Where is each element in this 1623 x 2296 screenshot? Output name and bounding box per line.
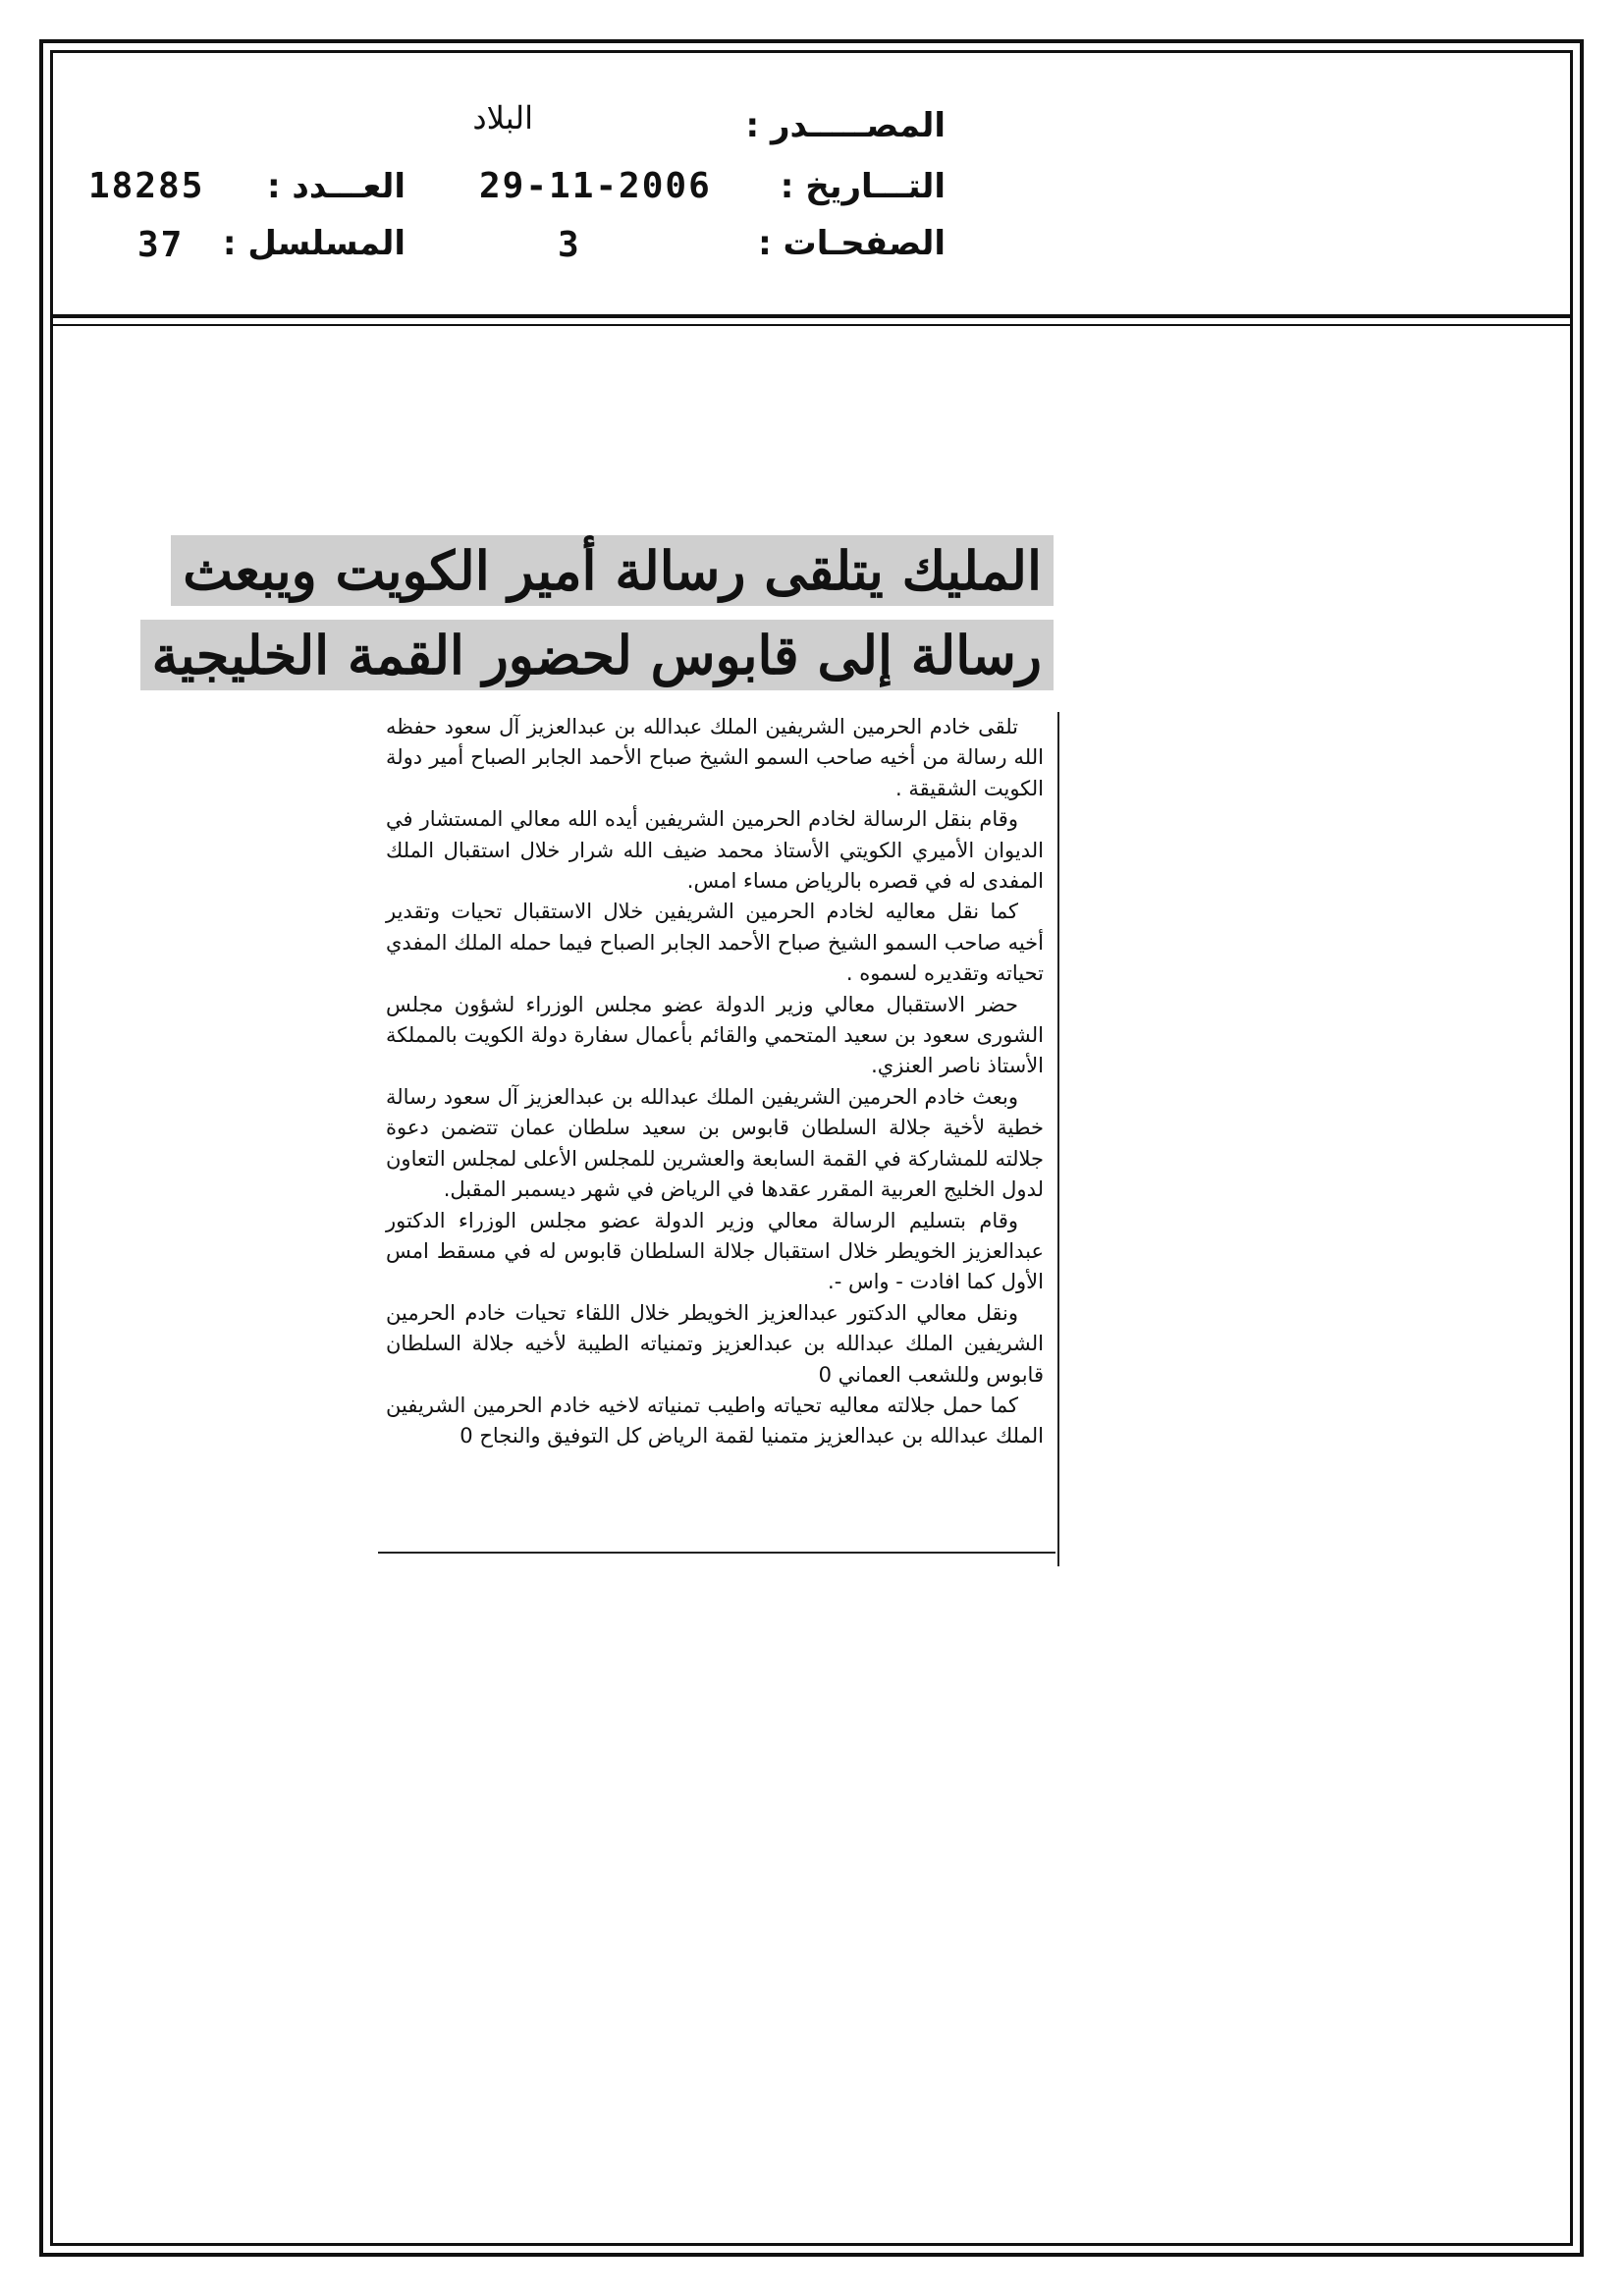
issue-value: 18285 — [88, 166, 205, 206]
pages-label: الصفحـات : — [758, 224, 946, 263]
article-paragraph: ونقل معالي الدكتور عبدالعزيز الخويطر خلال اللقاء تحيات خادم الحرمين الشريفين الملك عبدالله بن عبدالعزيز وتمنياته الطيبة لأخيه جلالة السلطان قابوس وللشعب العماني 0 — [386, 1300, 1044, 1387]
headline-line-2: رسالة إلى قابوس لحضور القمة الخليجية — [140, 620, 1054, 690]
serial-label: المسلسل : — [222, 224, 406, 263]
date-label: التـــاريخ : — [780, 167, 946, 206]
source-label: المصـــــدر : — [745, 106, 946, 145]
source-value: البلاد — [472, 99, 533, 137]
article-paragraph: وبعث خادم الحرمين الشريفين الملك عبدالله بن عبدالعزيز آل سعود رسالة خطية لأخية جلالة السلطان قابوس بن سعيد سلطان عمان تتضمن دعوة جلالته للمشاركة في القمة السابعة والعشرين للمجلس الأعلى لمجلس التعاون لدول الخليج العربية المقرر عقدها في الرياض في شهر ديسمبر المقبل. — [386, 1084, 1044, 1202]
article-paragraph: كما نقل معاليه لخادم الحرمين الشريفين خلال الاستقبال تحيات وتقدير أخيه صاحب السمو الشيخ صباح الأحمد الجابر الصباح فيما حمله الملك المفدي تحياته وتقديره لسموه . — [386, 900, 1044, 986]
newspaper-clipping — [151, 525, 1065, 1557]
issue-label: العـــدد : — [267, 167, 406, 206]
header-separator-thick — [50, 314, 1573, 318]
article-paragraph: حضر الاستقبال معالي وزير الدولة عضو مجلس الوزراء لشؤون مجلس الشورى سعود بن سعيد المتحمي والقائم بأعمال سفارة دولة الكويت بالمملكة الأستاذ ناصر العنزي. — [386, 992, 1044, 1078]
article-body — [386, 712, 1044, 1452]
header-separator-thin — [50, 324, 1573, 326]
article-paragraph: تلقى خادم الحرمين الشريفين الملك عبدالله بن عبدالعزيز آل سعود حفظه الله رسالة من أخيه صاحب السمو الشيخ صباح الأحمد الجابر الصباح أمير دولة الكويت الشقيقة . — [386, 715, 1044, 800]
date-value: 29-11-2006 — [479, 166, 712, 206]
article-paragraph: كما حمل جلالته معاليه تحياته واطيب تمنياته لاخيه خادم الحرمين الشريفين الملك عبدالله بن عبدالعزيز متمنيا لقمة الرياض كل التوفيق والنجاح 0 — [386, 1393, 1044, 1449]
article-paragraph: وقام بنقل الرسالة لخادم الحرمين الشريفين أيده الله معالي المستشار في الديوان الأميري الكويتي الأستاذ محمد ضيف الله شرار خلال استقبال الملك المفدى له في قصره بالرياض مساء امس. — [386, 807, 1044, 894]
article-paragraph: وقام بتسليم الرسالة معالي وزير الدولة عضو مجلس الوزراء الدكتور عبدالعزيز الخويطر خلال استقبال جلالة السلطان قابوس له في مسقط امس الأول كما افادت - واس -. — [386, 1208, 1044, 1294]
pages-value: 3 — [558, 225, 581, 265]
column-rule — [1057, 712, 1059, 1566]
article-end-rule — [378, 1552, 1055, 1554]
headline-line-1: المليك يتلقى رسالة أمير الكويت ويبعث — [171, 535, 1054, 606]
serial-value: 37 — [137, 225, 185, 265]
